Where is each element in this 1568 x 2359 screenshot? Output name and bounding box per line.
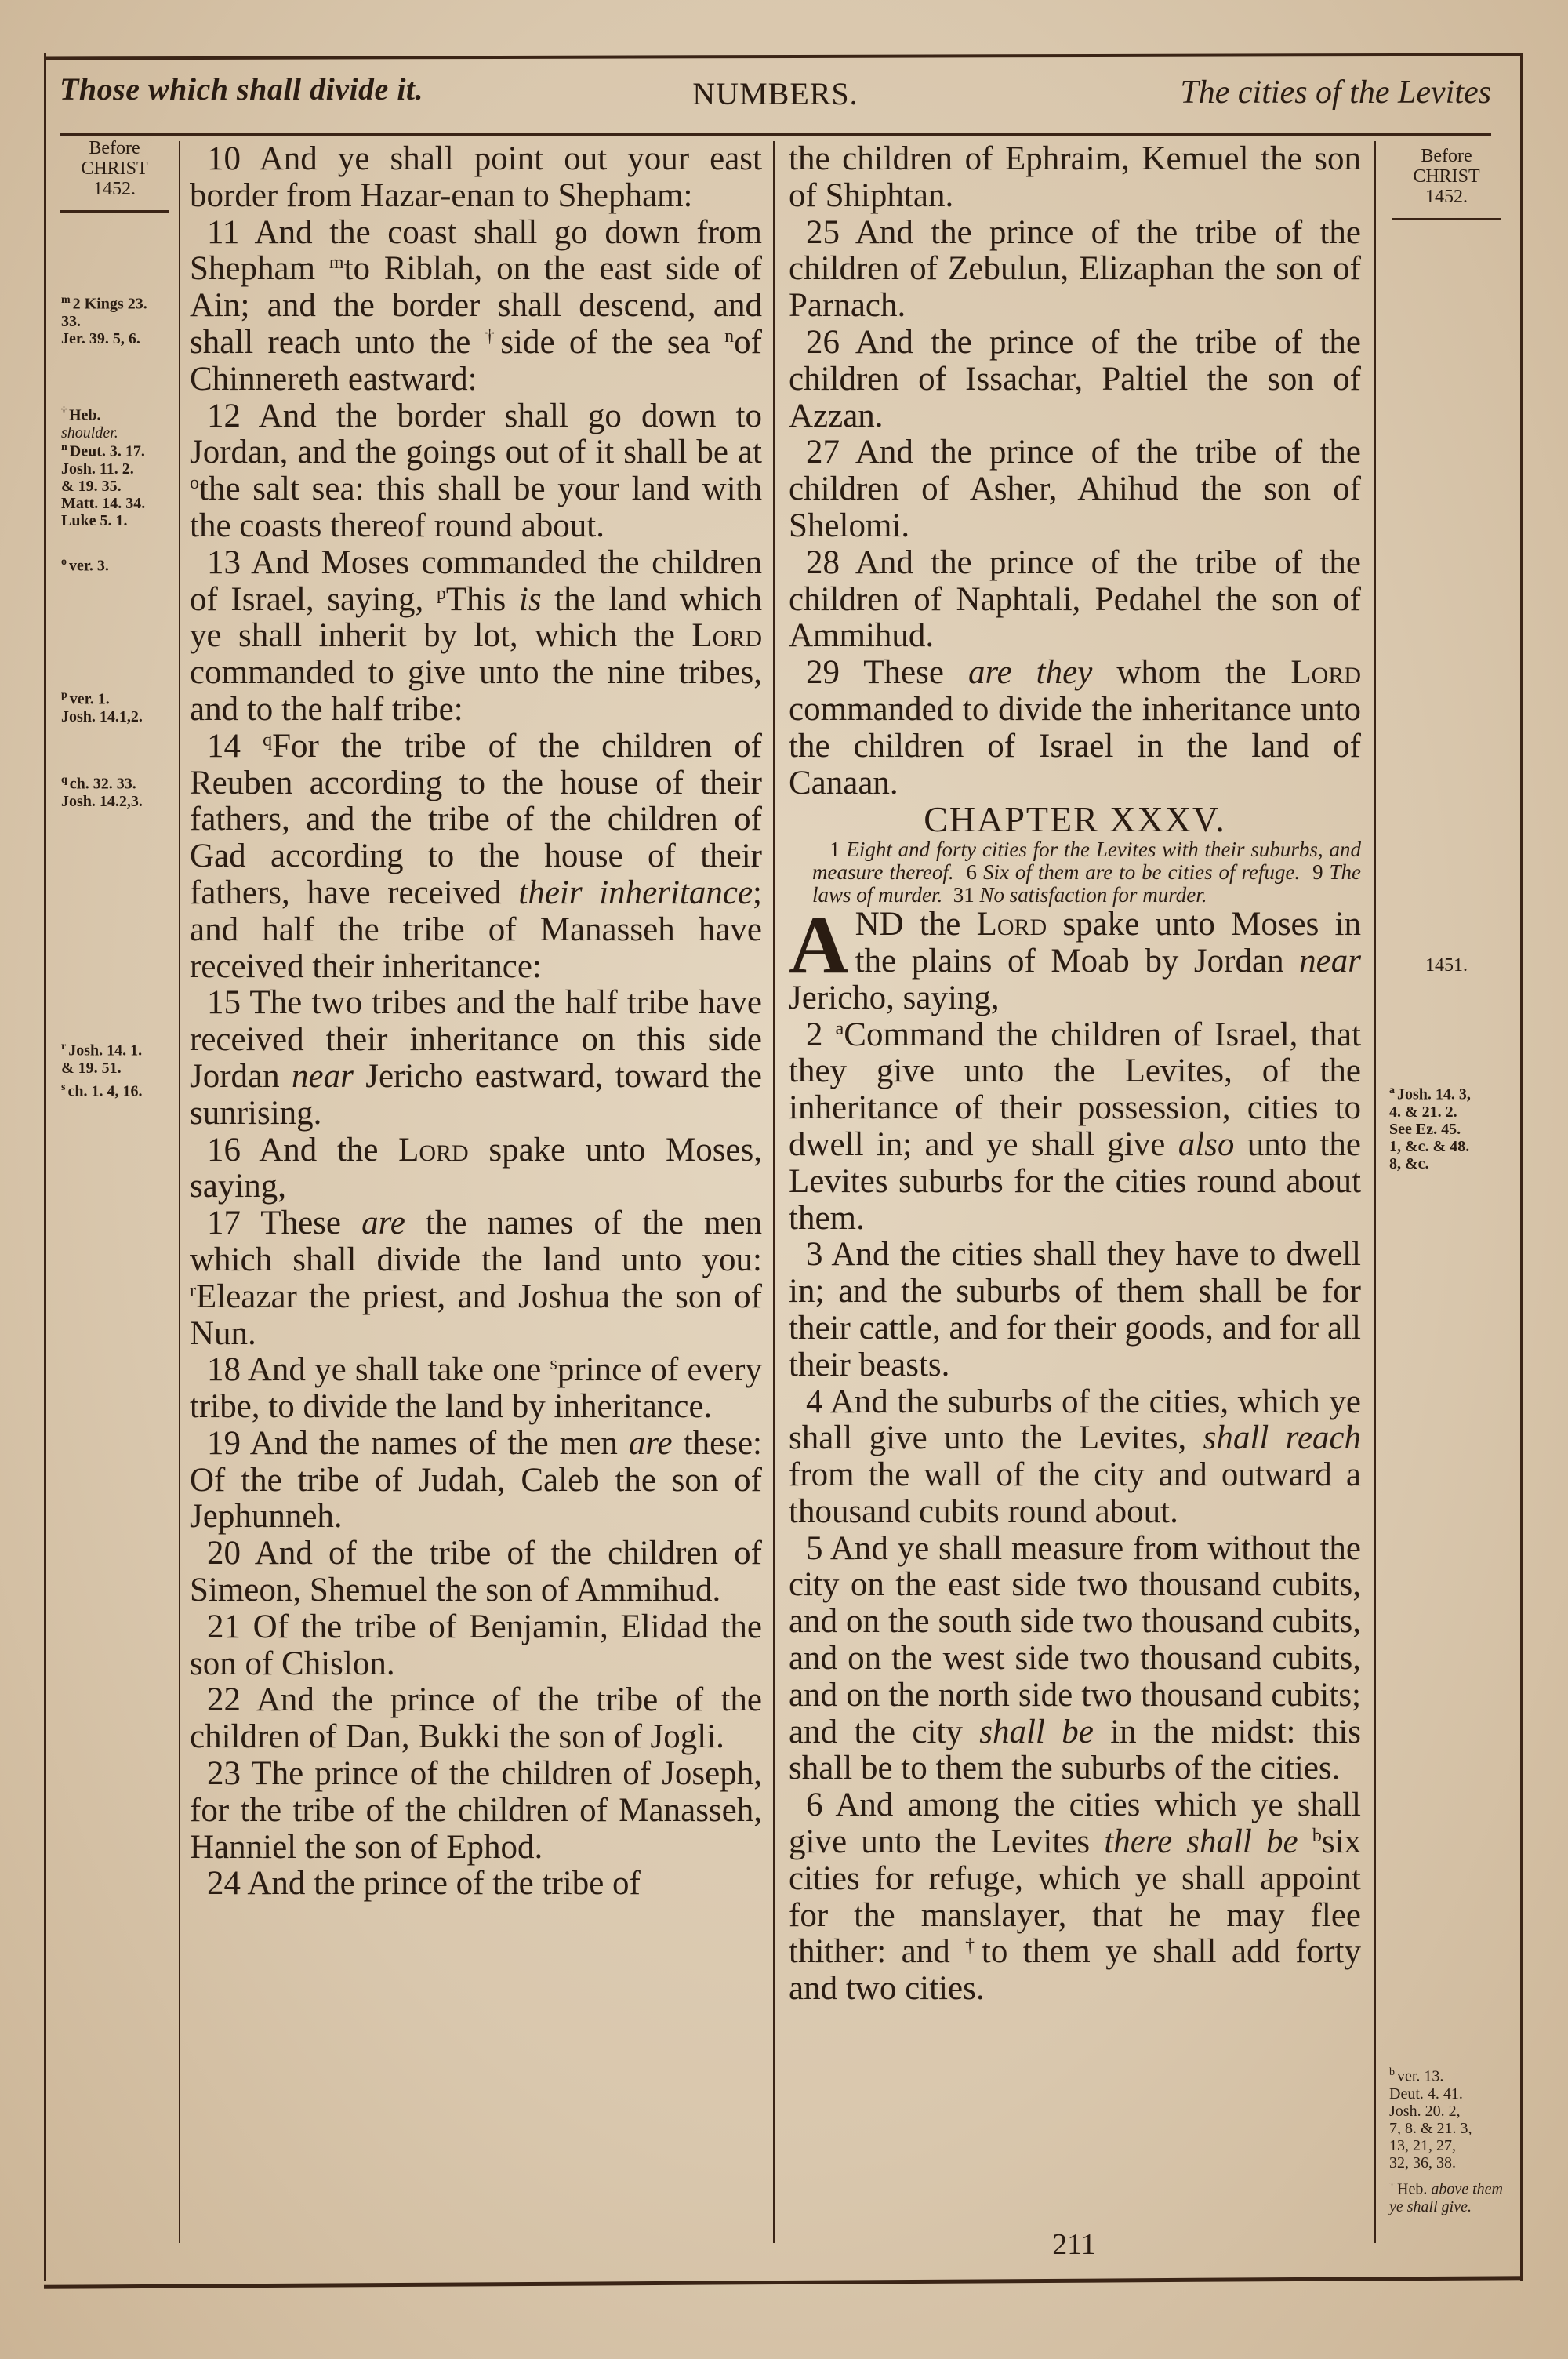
verse-text: Six of them are to be cities of refuge. [983, 860, 1301, 885]
note-line: 4. & 21. 2. [1389, 1103, 1457, 1121]
verse-text: 6 And among the cities which ye shall give unto the Levites [789, 1787, 1361, 1861]
note-line: Jer. 39. 5, 6. [61, 329, 140, 347]
verse-text: ND the [855, 906, 977, 943]
italic-text: near [292, 1057, 354, 1095]
verse-24-continued: the children of Ephraim, Kemuel the son of Shiphtan. [789, 140, 1361, 214]
reference-mark: p [436, 583, 446, 604]
verse-text: side of the sea [500, 323, 725, 361]
note-mark: b [1389, 2066, 1395, 2078]
note-mark: q [61, 774, 67, 786]
margin-note-m [61, 292, 179, 347]
note-mark: o [61, 556, 67, 568]
note-mark: † [61, 405, 67, 417]
verse-text: whom the [1092, 654, 1291, 692]
verse-3: 3 And the cities shall they have to dwell in; and the suburbs of them shall be for their cattle, and for their goods, and for all their beasts. [789, 1236, 1361, 1383]
italic-text: shall be [979, 1713, 1094, 1750]
bc-label: Before [89, 138, 140, 158]
note-line: 8, &c. [1389, 1154, 1429, 1172]
verse-text: 29 These [806, 654, 968, 692]
italic-text: shall reach [1203, 1419, 1361, 1457]
verse-text: of Chinnereth eastward: [190, 323, 762, 398]
verse-text: prince of every tribe, to divide the land by inheritance. [190, 1351, 763, 1426]
verse-19 [190, 1426, 762, 1536]
verse-29 [789, 655, 1361, 801]
bc-year: 1452. [93, 179, 136, 199]
verse-26: 26 And the prince of the tribe of the children of Issachar, Paltiel the son of Azzan. [789, 323, 1361, 434]
italic-text: are they [967, 654, 1093, 692]
bc-rule [60, 210, 169, 213]
verse-text: 18 And ye shall take one [207, 1351, 550, 1389]
verse-11 [190, 215, 762, 398]
verse-22: 22 And the prince of the tribe of the children of Dan, Bukki the son of Jogli. [190, 1681, 762, 1756]
verse-text: 9 [1312, 860, 1323, 885]
reference-mark: a [835, 1018, 844, 1039]
verse-text: 17 These [207, 1205, 362, 1242]
verse-text: commanded to divide the inheritance unto the children of Israel in the land of Canaan. [789, 690, 1361, 801]
verse-text: the names of the men which shall divide the land unto you: [190, 1205, 762, 1278]
verse-text: 15 The two tribes and the half tribe have received their inheritance on this side Jordan [190, 984, 762, 1095]
chapter-heading: CHAPTER XXXV. [924, 799, 1226, 840]
margin-note-dagger [61, 403, 179, 442]
verse-text: 11 And the coast shall go down from Shepham [190, 213, 762, 288]
verse-text: 1 [829, 838, 840, 862]
verse-18 [190, 1352, 762, 1426]
note-line: 13, 21, 27, [1389, 2136, 1456, 2154]
verse-27: 27 And the prince of the tribe of the children of Asher, Ahihud the son of Shelomi. [789, 434, 1361, 544]
note-line: Josh. 14. 3, [1397, 1085, 1471, 1103]
verse-text: six cities for refuge, which ye shall appoint for the manslayer, that he may flee thither: and [789, 1823, 1362, 1971]
note-line: Josh. 14.1,2. [61, 707, 143, 725]
verse-text: Jericho eastward, toward the sunrising. [190, 1057, 762, 1132]
note-line: ver. 3. [69, 557, 109, 575]
note-line: ch. 1. 4, 16. [67, 1082, 143, 1100]
note-line: 33. [61, 312, 81, 330]
note-line: Matt. 14. 34. [61, 494, 146, 512]
header-rule [60, 133, 1491, 136]
verse-text: spake unto Moses in the plains of Moab by Jordan [855, 906, 1362, 980]
italic-text: are [628, 1424, 673, 1462]
verse-16 [190, 1132, 762, 1206]
reference-mark: r [190, 1280, 196, 1301]
bc-label: CHRIST [81, 158, 148, 179]
verse-21: 21 Of the tribe of Benjamin, Elidad the son of Chislon. [190, 1608, 762, 1682]
verse-text: Command the children of Israel, that they give unto the Levites, of the inheritance of their possession, cities to dwell in; and ye shall give [789, 1016, 1361, 1163]
verse-17 [190, 1205, 762, 1352]
column-divider-right [1374, 141, 1376, 2243]
verse-14 [190, 729, 762, 986]
verse-12 [190, 398, 762, 545]
note-mark: n [61, 442, 67, 453]
column-divider-left [179, 141, 180, 2243]
note-line: 1, &c. & 48. [1389, 1137, 1470, 1155]
verse-23: 23 The prince of the children of Joseph, for the tribe of the children of Manasseh, Hanniel the son of Ephod. [190, 1755, 762, 1866]
verse-text: Eleazar the priest, and Joshua the son of Nun. [190, 1278, 762, 1352]
bc-label: Before [1421, 146, 1472, 166]
verse-text: these: Of the tribe of Judah, Caleb the son of Jephunneh. [190, 1424, 762, 1536]
bc-label: CHRIST [1413, 166, 1480, 187]
verse-15 [190, 985, 762, 1132]
verse-text: The laws of murder. [812, 860, 1362, 907]
note-line: 32, 36, 38. [1389, 2154, 1456, 2172]
margin-note-q [61, 772, 179, 810]
verse-text: from the wall of the city and outward a thousand cubits round about. [789, 1456, 1361, 1530]
note-line: & 19. 35. [61, 477, 122, 495]
page-number: 211 [1052, 2228, 1096, 2261]
chapter-summary [789, 838, 1361, 907]
verse-text: Lord [398, 1131, 469, 1169]
verse-25: 25 And the prince of the tribe of the children of Zebulun, Elizaphan the son of Parnach. [789, 213, 1361, 325]
column-divider-center [773, 141, 775, 2243]
verse-text: 6 [966, 860, 978, 885]
margin-note-o [61, 554, 179, 575]
margin-note-b [1389, 2064, 1507, 2172]
verse-text: to them ye shall add forty and two cities. [789, 1933, 1361, 2008]
note-line: ch. 32. 33. [69, 775, 136, 793]
italic-text: is [518, 580, 542, 618]
bc-rule [1392, 218, 1501, 220]
note-line: ver. 13. [1397, 2067, 1444, 2085]
verse-4 [789, 1384, 1361, 1531]
verse-text: No satisfaction for murder. [979, 883, 1207, 907]
bc-year: 1452. [1425, 187, 1468, 207]
verse-text: spake unto Moses, saying, [190, 1131, 762, 1205]
note-line: Luke 5. 1. [61, 511, 128, 529]
verse-text: 19 And the names of the men [207, 1424, 629, 1462]
note-line: & 19. 51. [61, 1059, 122, 1077]
verse-1 [789, 899, 1362, 1016]
verse-5 [789, 1531, 1361, 1788]
running-header [60, 71, 1491, 125]
verse-13 [190, 545, 762, 729]
reference-mark: o [190, 473, 199, 494]
verse-text: to Riblah, on the east side of Ain; and the border shall descend, and shall reach unto the [190, 250, 762, 361]
reference-mark: s [550, 1354, 557, 1375]
verse-text: Lord [976, 906, 1047, 943]
note-line: ver. 1. [69, 690, 110, 708]
note-line: Josh. 14. 1. [68, 1041, 143, 1060]
note-line: Deut. 4. 41. [1389, 2085, 1463, 2103]
verse-text: 14 [207, 727, 263, 765]
note-italic: shoulder. [61, 423, 118, 442]
verse-28: 28 And the prince of the tribe of the children of Naphtali, Pedahel the son of Ammihud. [789, 543, 1361, 655]
margin-note-s [61, 1079, 179, 1100]
margin-year-1451: 1451. [1425, 955, 1468, 976]
book-title: NUMBERS. [692, 76, 858, 111]
verse-text: For the tribe of the children of Reuben according to the house of their fathers, and the tribe of the children of Gad according to the house of their fathers, have received [190, 727, 762, 911]
margin-note-n [61, 439, 179, 529]
verse-text: Jericho, saying, [789, 979, 1000, 1016]
verse-text: commanded to give unto the nine tribes, and to the half tribe: [190, 654, 762, 728]
reference-mark: n [724, 325, 735, 347]
note-mark: p [61, 689, 67, 701]
verse-2 [789, 1017, 1361, 1238]
margin-note-r [61, 1038, 179, 1077]
verse-text: in the midst: this shall be to them the suburbs of the cities. [789, 1713, 1361, 1787]
reference-mark: m [328, 253, 344, 274]
verse-text: 5 And ye shall measure from without the city on the east side two thousand cubits, and on the south side two thousand cubits, and on the west side two thousand cubits, and on the north side two thousand cubits; and the city [789, 1529, 1361, 1750]
before-christ-date-left [52, 138, 177, 213]
margin-note-a [1389, 1082, 1507, 1172]
note-line: See Ez. 45. [1389, 1120, 1461, 1138]
verse-text: the salt sea: this shall be your land with the coasts thereof round about. [190, 471, 762, 544]
note-line: Josh. 20. 2, [1389, 2102, 1461, 2120]
verse-text: 2 [806, 1016, 836, 1053]
verse-text: 12 And the border shall go down to Jordan, and the goings out of it shall be at [190, 397, 762, 471]
verse-text: Lord [691, 617, 762, 655]
verse-text: 13 And Moses commanded the children of Israel, saying, [190, 543, 762, 618]
note-line: Josh. 14.2,3. [61, 792, 143, 810]
verse-text: ; and half the tribe of Manasseh have received their inheritance: [190, 874, 762, 985]
margin-note-dagger-right [1389, 2177, 1507, 2215]
verse-text: 31 [953, 883, 975, 907]
note-line: 2 Kings 23. [72, 295, 147, 313]
verse-24: 24 And the prince of the tribe of [207, 1865, 641, 1903]
italic-text: near [1299, 942, 1361, 980]
note-line: Heb. [69, 406, 101, 424]
note-mark: s [61, 1081, 66, 1093]
note-italic: above them ye shall give. [1389, 2180, 1503, 2215]
drop-cap: A [789, 899, 849, 991]
header-left-caption: Those which shall divide it. [60, 71, 424, 107]
verse-text: Lord [1290, 654, 1361, 692]
italic-text: their inheritance [518, 874, 753, 911]
right-text-column [789, 141, 1361, 2008]
verse-text: This [445, 580, 519, 618]
verse-text: unto the Levites suburbs for the cities round about them. [789, 1125, 1362, 1237]
header-right-caption: The cities of the Levites [1180, 75, 1491, 111]
verse-text: 16 And the [207, 1131, 399, 1169]
note-line: 7, 8. & 21. 3, [1389, 2119, 1472, 2137]
note-mark: r [61, 1041, 67, 1052]
note-line: Heb. [1397, 2180, 1428, 2198]
reference-mark: † [485, 325, 501, 347]
italic-text: there shall be [1104, 1823, 1298, 1861]
note-line: Josh. 11. 2. [61, 460, 134, 478]
left-margin-references [52, 138, 177, 1100]
verse-text: the land which ye shall inherit by lot, which the [190, 580, 762, 655]
reference-mark: q [263, 729, 273, 751]
reference-mark: b [1312, 1826, 1322, 1847]
verse-6 [789, 1787, 1361, 2008]
note-mark: † [1389, 2179, 1395, 2191]
margin-note-p [61, 687, 179, 725]
note-mark: a [1389, 1085, 1395, 1096]
note-mark: m [61, 294, 71, 306]
left-text-column [190, 141, 762, 1903]
verse-text: Eight and forty cities for the Levites with their suburbs, and measure thereof. [812, 838, 1361, 885]
verse-10: 10 And ye shall point out your east border from Hazar-enan to Shepham: [190, 140, 762, 214]
reference-mark: † [965, 1936, 982, 1957]
verse-text: 4 And the suburbs of the cities, which ye shall give unto the Levites, [789, 1383, 1361, 1457]
italic-text: also [1178, 1125, 1235, 1163]
verse-20: 20 And of the tribe of the children of Simeon, Shemuel the son of Ammihud. [190, 1535, 762, 1609]
before-christ-date-right [1380, 146, 1513, 220]
note-line: Deut. 3. 17. [69, 442, 145, 460]
italic-text: are [361, 1205, 405, 1242]
